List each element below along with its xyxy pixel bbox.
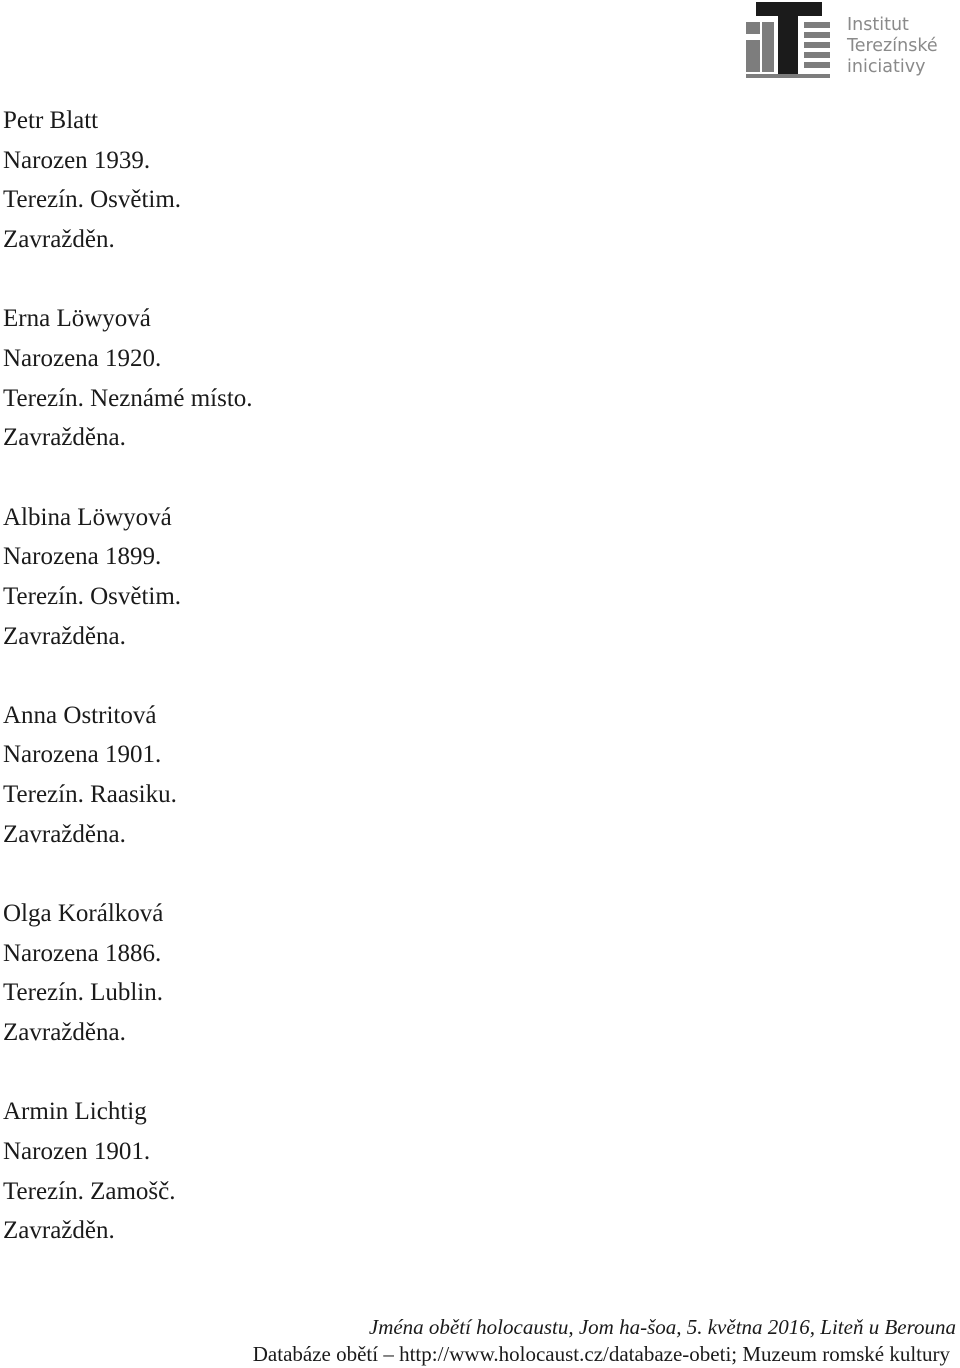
victim-entry: [3, 498, 253, 657]
victim-birth: Narozena 1920.: [3, 344, 162, 372]
page-footer: [253, 1314, 956, 1368]
victim-route: Terezín. Osvětim.: [3, 582, 182, 610]
victim-entry: [3, 1092, 253, 1251]
logo-line: iniciativy: [847, 57, 926, 77]
victim-name: Olga Korálková: [3, 900, 164, 927]
victim-fate: Zavražděna.: [3, 622, 126, 650]
victim-route: Terezín. Neznámé místo.: [3, 384, 253, 412]
victim-fate: Zavražděna.: [3, 820, 126, 848]
victim-entry: [3, 696, 253, 855]
victim-name: Albina Löwyová: [3, 503, 172, 531]
victim-birth: Narozena 1886.: [3, 939, 162, 967]
victim-name: Erna Löwyová: [3, 305, 151, 333]
logo-wordmark: [847, 15, 938, 78]
victim-fate: Zavražděna.: [3, 424, 126, 452]
victim-name: Armin Lichtig: [3, 1098, 147, 1126]
victim-birth: Narozen 1901.: [3, 1137, 151, 1165]
logo-line: Terezínské: [847, 36, 938, 56]
victim-route: Terezín. Lublin.: [3, 979, 163, 1007]
victim-list: [3, 101, 253, 1291]
victim-birth: Narozen 1939.: [3, 146, 151, 174]
footer-event-line: Jména obětí holocaustu, Jom ha-šoa, 5. května 2016, Liteň u Berouna: [368, 1315, 956, 1339]
logo-line: Institut: [847, 15, 909, 35]
victim-name: Anna Ostritová: [3, 701, 157, 729]
victim-entry: [3, 894, 253, 1053]
victim-fate: Zavražděn.: [3, 1217, 115, 1245]
footer-source-line: Databáze obětí – http://www.holocaust.cz/databaze-obeti; Muzeum romské kultury: [252, 1342, 950, 1366]
victim-route: Terezín. Osvětim.: [3, 186, 182, 214]
victim-fate: Zavražděna.: [3, 1019, 126, 1047]
victim-entry: [3, 299, 253, 458]
institute-monogram-logo: [744, 0, 836, 80]
victim-fate: Zavražděn.: [3, 226, 115, 254]
victim-birth: Narozena 1901.: [3, 741, 162, 769]
victim-route: Terezín. Zamošč.: [3, 1177, 176, 1205]
victim-name: Petr Blatt: [3, 107, 99, 134]
institute-logo: [744, 0, 960, 82]
victim-birth: Narozena 1899.: [3, 543, 162, 571]
victim-entry: [3, 101, 253, 260]
victim-route: Terezín. Raasiku.: [3, 781, 177, 809]
